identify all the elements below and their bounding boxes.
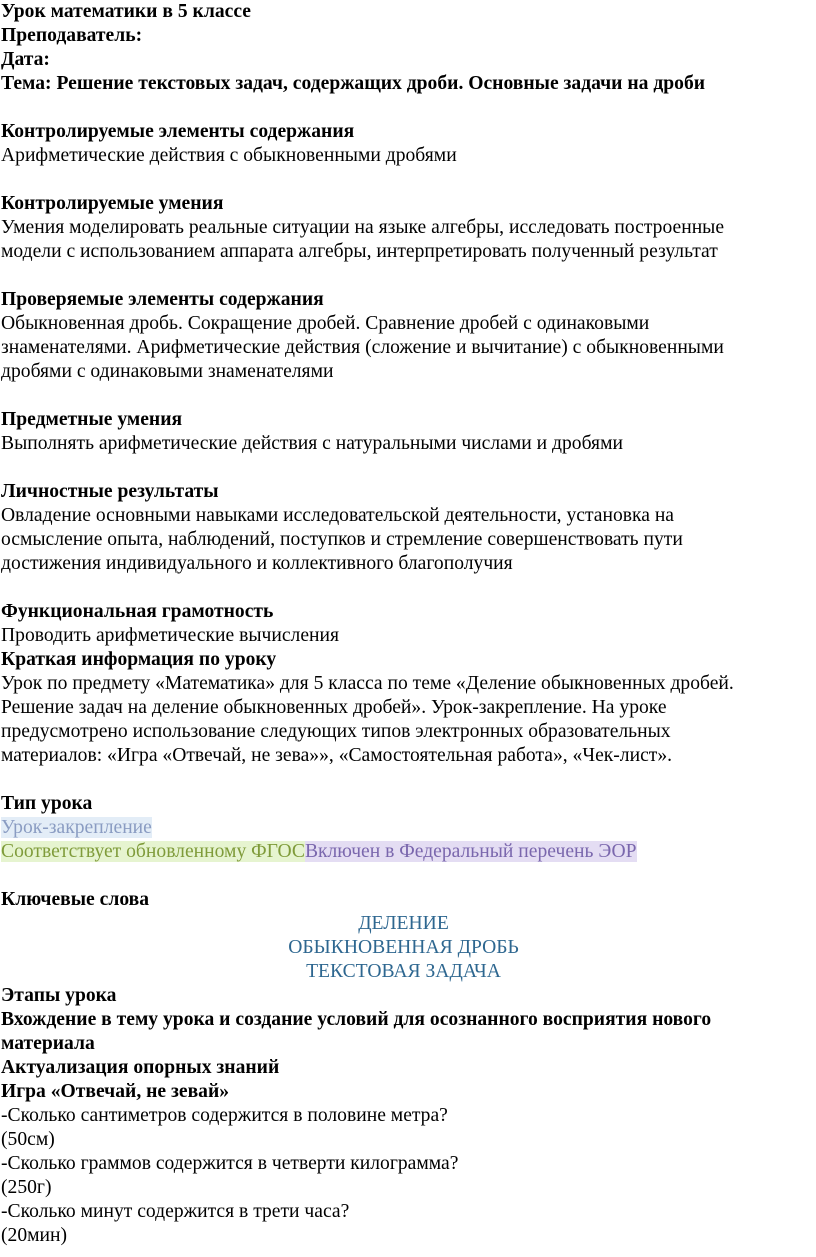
spacer — [1, 576, 806, 600]
personal-results-line: осмысление опыта, наблюдений, поступков и стремление совершенствовать пути — [1, 529, 683, 550]
date-label: Дата: — [1, 49, 50, 70]
fgos-badge: Соответствует обновленному ФГОС — [1, 841, 305, 862]
game-title: Игра «Отвечай, не зевай» — [1, 1081, 230, 1102]
spacer — [1, 768, 806, 792]
federal-list-badge: Включен в Федеральный перечень ЭОР — [304, 841, 637, 862]
lesson-type-row — [1, 816, 806, 840]
checked-content-line: Обыкновенная дробь. Сокращение дробей. Сравнение дробей с одинаковыми — [1, 313, 650, 334]
controlled-skills-line: модели с использованием аппарата алгебры, интерпретировать полученный результат — [1, 241, 718, 262]
lesson-info-line: Решение задач на деление обыкновенных дробей». Урок-закрепление. На уроке — [1, 697, 667, 718]
topic-line: Тема: Решение текстовых задач, содержащих дроби. Основные задачи на дроби — [1, 73, 706, 94]
controlled-skills-line: Умения моделировать реальные ситуации на языке алгебры, исследовать построенные — [1, 217, 725, 238]
personal-results-line: достижения индивидуального и коллективного благополучия — [1, 553, 513, 574]
checked-content-line: знаменателями. Арифметические действия (сложение и вычитание) с обыкновенными — [1, 337, 724, 358]
question-text: -Сколько граммов содержится в четверти килограмма? — [1, 1153, 459, 1174]
teacher-label: Преподаватель: — [1, 25, 143, 46]
personal-results-line: Овладение основными навыками исследовательской деятельности, установка на — [1, 505, 675, 526]
lesson-info-line: предусмотрено использование следующих типов электронных образовательных — [1, 721, 671, 742]
spacer — [1, 864, 806, 888]
lesson-type-badge: Урок-закрепление — [1, 817, 152, 838]
controlled-content-text: Арифметические действия с обыкновенными дробями — [1, 145, 457, 166]
personal-results-heading: Личностные результаты — [1, 481, 219, 502]
spacer — [1, 96, 806, 120]
lesson-plan-page — [1, 0, 806, 1248]
standards-row — [1, 840, 806, 864]
subject-skills-heading: Предметные умения — [1, 409, 183, 430]
answer-text: (50см) — [1, 1129, 55, 1150]
answer-text: (250г) — [1, 1177, 52, 1198]
stage-title-line: материала — [1, 1033, 95, 1054]
spacer — [1, 168, 806, 192]
functional-literacy-heading: Функциональная грамотность — [1, 601, 274, 622]
keywords-heading: Ключевые слова — [1, 889, 150, 910]
subject-skills-text: Выполнять арифметические действия с натуральными числами и дробями — [1, 433, 623, 454]
lesson-info-heading: Краткая информация по уроку — [1, 649, 277, 670]
checked-content-heading: Проверяемые элементы содержания — [1, 289, 324, 310]
spacer — [1, 384, 806, 408]
question-text: -Сколько сантиметров содержится в половине метра? — [1, 1105, 448, 1126]
controlled-skills-heading: Контролируемые умения — [1, 193, 224, 214]
keyword-item: ОБЫКНОВЕННАЯ ДРОБЬ — [288, 937, 519, 958]
answer-text: (20мин) — [1, 1225, 68, 1246]
checked-content-line: дробями с одинаковыми знаменателями — [1, 361, 334, 382]
functional-literacy-text: Проводить арифметические вычисления — [1, 625, 340, 646]
spacer — [1, 264, 806, 288]
lesson-info-line: материалов: «Игра «Отвечай, не зева»», «Самостоятельная работа», «Чек-лист». — [1, 745, 673, 766]
stages-heading: Этапы урока — [1, 985, 117, 1006]
controlled-content-heading: Контролируемые элементы содержания — [1, 121, 355, 142]
actualization-heading: Актуализация опорных знаний — [1, 1057, 280, 1078]
spacer — [1, 456, 806, 480]
lesson-title: Урок математики в 5 классе — [1, 1, 251, 22]
stage-title-line: Вхождение в тему урока и создание условий для осознанного восприятия нового — [1, 1009, 712, 1030]
keyword-item: ТЕКСТОВАЯ ЗАДАЧА — [306, 961, 501, 982]
question-text: -Сколько минут содержится в трети часа? — [1, 1201, 350, 1222]
lesson-type-heading: Тип урока — [1, 793, 93, 814]
keyword-item: ДЕЛЕНИЕ — [358, 913, 449, 934]
lesson-info-line: Урок по предмету «Математика» для 5 класса по теме «Деление обыкновенных дробей. — [1, 673, 734, 694]
